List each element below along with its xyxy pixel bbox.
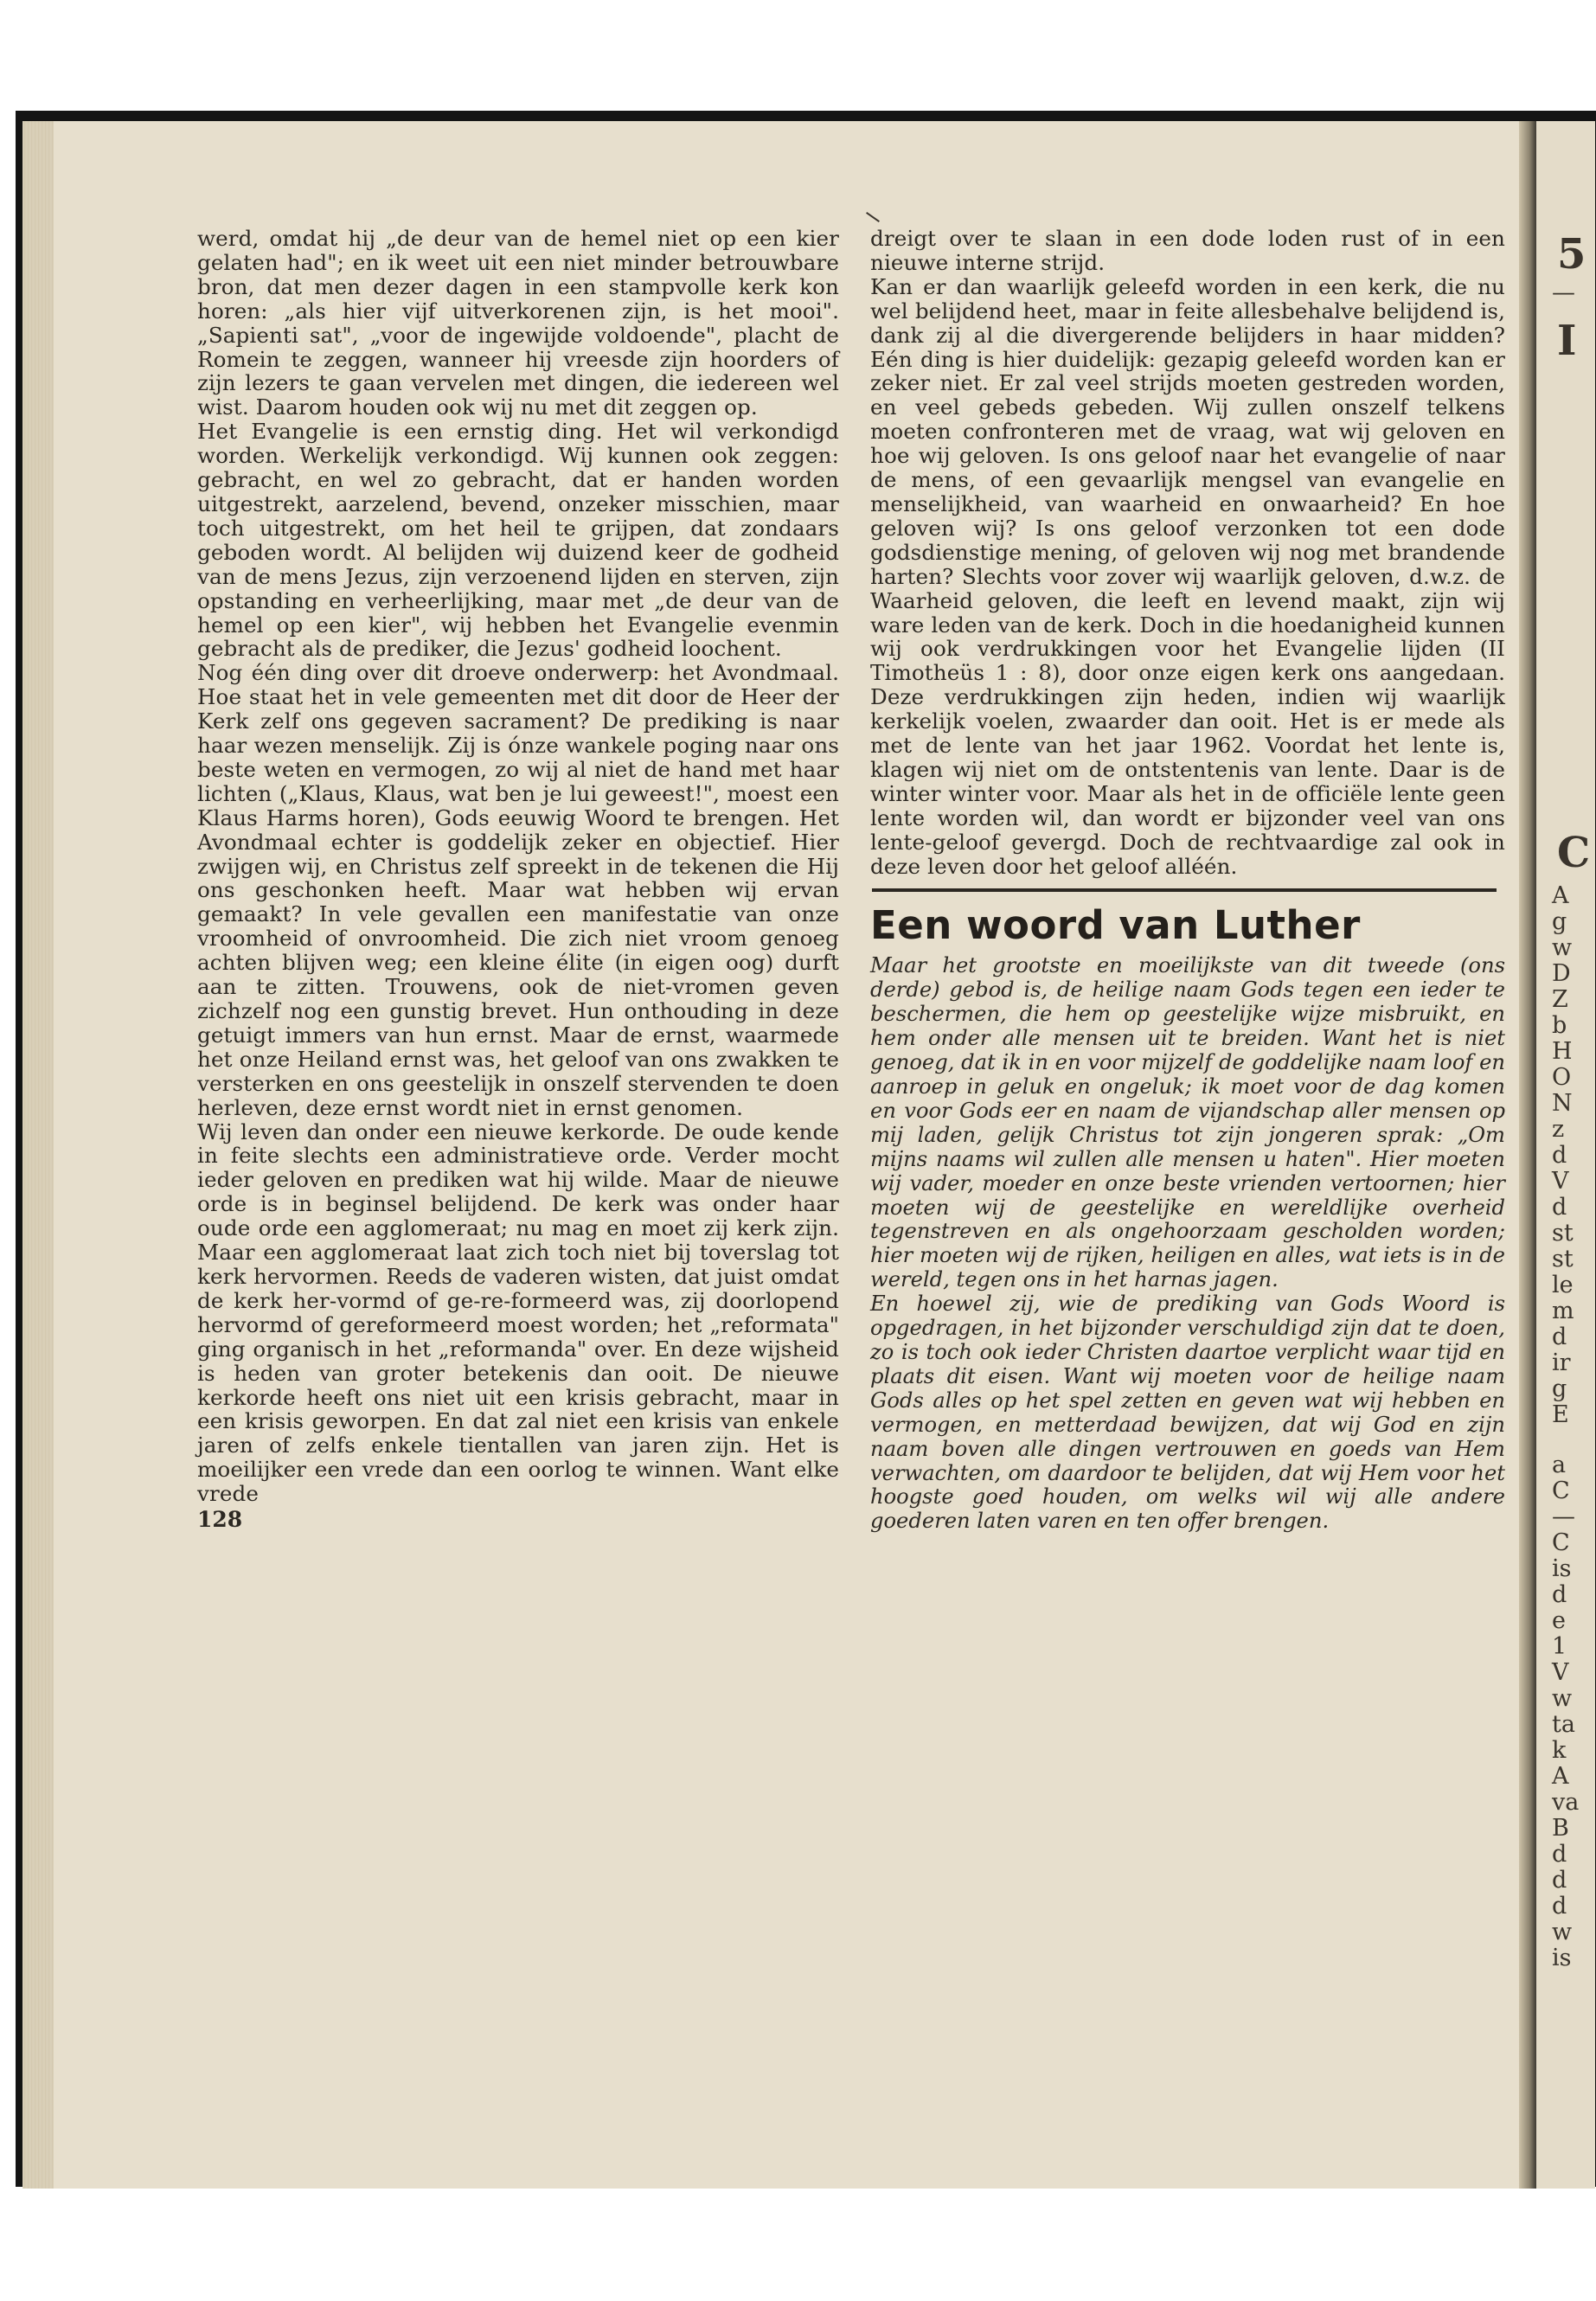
- adjacent-page-fragment: ir: [1552, 1349, 1571, 1376]
- adjacent-page-fragment: 5: [1557, 230, 1586, 279]
- adjacent-page-fragment: C: [1552, 1529, 1570, 1556]
- luther-quote-paragraph: En hoewel zij, wie de prediking van Gods Woord is opgedragen, in het bijzonder verschuldigd zijn dat te doen, zo is toch ook ieder Christen daartoe verplicht waar tijd en plaats dit eisen. Want wij moeten voor de heilige naam Gods alles op het spel zetten en geven wat wij hebben en vermogen, en metterdaad bewijzen, dat wij God en zijn naam boven alle dingen vertrouwen en goeds van Hem verwachten, om daardoor te belijden, dat wij Hem voor het hoogste goed houden, om welks wil wij alle andere goederen laten varen en ten offer brengen.: [870, 1292, 1505, 1534]
- adjacent-page-fragment: k: [1552, 1737, 1567, 1764]
- adjacent-page-fragment: —: [1552, 279, 1575, 306]
- article-heading: Een woord van Luther: [870, 902, 1361, 949]
- adjacent-page-fragment: st: [1552, 1220, 1574, 1247]
- adjacent-page-fragment: is: [1552, 1555, 1572, 1582]
- book-gutter: [1519, 121, 1536, 2189]
- adjacent-page-fragment: N: [1552, 1090, 1573, 1117]
- left-text-column: [197, 227, 839, 1532]
- body-paragraph: Wij leven dan onder een nieuwe kerkorde. De oude kende in feite slechts een administratieve orde. Verder mocht ieder geloven en prediken wat hij wilde. Maar de nieuwe orde is in beginsel belijdend. De kerk was onder haar oude orde een agglomeraat; nu mag en moet zij kerk zijn. Maar een agglomeraat laat zich toch niet bij toverslag tot kerk hervormen. Reeds de vaderen wisten, dat juist omdat de kerk her-vormd of ge-re-formeerd was, zij doorlopend hervormd of gereformeerd moest worden; het „reformata" ging organisch in het „reformanda" over. En deze wijsheid is heden van groter betekenis dan ooit. De nieuwe kerkorde heeft ons niet uit een krisis gebracht, maar in een krisis geworpen. En dat zal niet een krisis van enkele jaren of zelfs enkele tientallen van jaren zijn. Het is moeilijker een vrede dan een oorlog te winnen. Want elke vrede: [197, 1118, 839, 1507]
- adjacent-page-fragment: E: [1552, 1401, 1569, 1428]
- body-paragraph: werd, omdat hij „de deur van de hemel niet op een kier gelaten had"; en ik weet uit een niet minder betrouwbare bron, dat men dezer dagen in een stampvolle kerk kon horen: „als hier vijf uitverkorenen zijn, is het mooi". „Sapienti sat", „voor de ingewijde voldoende", placht de Romein te zeggen, wanneer hij vreesde zijn hoorders of zijn lezers te gaan vervelen met dingen, die iedereen wel wist. Daarom houden ook wij nu met dit zeggen op.: [197, 226, 839, 420]
- adjacent-page-fragment: V: [1552, 1659, 1569, 1686]
- luther-quote-paragraph: Maar het grootste en moeilijkste van dit tweede (ons derde) gebod is, de heilige naam Gods tegen een ieder te beschermen, die hem op geestelijke wijze misbruikt, en hem onder alle mensen uit te breiden. Want het is niet genoeg, dat ik in en voor mijzelf de goddelijke naam loof en aanroep in geluk en ongeluk; ik moet voor de dag komen en voor Gods eer en naam de vijandschap aller mensen op mij laden, gelijk Christus tot zijn jongeren sprak: „Om mijns naams wil zullen alle mensen u haten". Hier moeten wij vader, moeder en onze beste vrienden vertoornen; hier moeten wij de geestelijke en wereldlijke overheid tegenstreven en als ongehoorzaam gescholden worden; hier moeten wij de rijken, heiligen en alles, wat iets is in de wereld, tegen ons in het harnas jagen.: [870, 953, 1505, 1292]
- page-stack-edges: [22, 121, 54, 2189]
- adjacent-page-fragment: g: [1552, 908, 1567, 935]
- adjacent-page-fragment: b: [1552, 1012, 1567, 1039]
- body-paragraph: Kan er dan waarlijk geleefd worden in een kerk, die nu wel belijdend heet, maar in feite allesbehalve belijdend is, dank zij al die divergerende belijders in haar midden? Eén ding is hier duidelijk: gezapig geleefd worden kan er zeker niet. Er zal veel strijds moeten gestreden worden, en veel gebeds gebeden. Wij zullen onszelf telkens moeten confronteren met de vraag, wat wij geloven en hoe wij geloven. Is ons geloof naar het evangelie of naar de mens, of een gevaarlijk mengsel van evangelie en menselijkheid, van waarheid en onwaarheid? En hoe geloven wij? Is ons geloof verzonken tot een dode godsdienstige mening, of geloven wij nog met brandende harten? Slechts voor zover wij waarlijk geloven, d.w.z. de Waarheid geloven, die leeft en levend maakt, zijn wij ware leden van de kerk. Doch in die hoedanigheid kunnen wij ook verdrukkingen voor het Evangelie lijden (II Timotheüs 1 : 8), door onze eigen kerk ons aangedaan. Deze verdrukkingen zijn heden, indien wij waarlijk kerkelijk voelen, zwaarder dan ooit. Het is er mede als met de lente van het jaar 1962. Voordat het lente is, klagen wij niet om de ontstentenis van lente. Daar is de winter winter voor. Maar als het in de officiële lente geen lente worden wil, dan wordt er bijzonder veel van ons lente-geloof gevergd. Doch de rechtvaardige zal ook in deze leven door het geloof alléén.: [870, 273, 1505, 879]
- right-text-column: [870, 227, 1505, 1534]
- adjacent-page-fragment: d: [1552, 1841, 1567, 1868]
- adjacent-page-fragment: le: [1552, 1272, 1574, 1298]
- body-paragraph: dreigt over te slaan in een dode loden rust of in een nieuwe interne strijd.: [870, 226, 1505, 275]
- adjacent-page-edge: [1536, 121, 1595, 2189]
- adjacent-page-fragment: a: [1552, 1452, 1567, 1478]
- section-divider: [872, 888, 1497, 892]
- adjacent-page-fragment: A: [1552, 1763, 1569, 1790]
- adjacent-page-fragment: d: [1552, 1581, 1567, 1608]
- adjacent-page-fragment: d: [1552, 1893, 1567, 1920]
- adjacent-page-fragment: z: [1552, 1116, 1565, 1143]
- adjacent-page-fragment: —: [1552, 1503, 1575, 1530]
- adjacent-page-fragment: va: [1552, 1789, 1580, 1816]
- adjacent-page-fragment: H: [1552, 1038, 1573, 1065]
- adjacent-page-fragment: d: [1552, 1194, 1567, 1221]
- adjacent-page-fragment: ta: [1552, 1711, 1575, 1738]
- adjacent-page-fragment: w: [1552, 1685, 1573, 1712]
- body-paragraph: Het Evangelie is een ernstig ding. Het wil verkondigd worden. Werkelijk verkondigd. Wij kunnen ook zeggen: gebracht, en wel zo gebracht, dat er handen worden uitgestrekt, aarzelend, bevend, onzeker misschien, maar toch uitgestrekt, om het heil te grijpen, dat zondaars geboden wordt. Al belijden wij duizend keer de godheid van de mens Jezus, zijn verzoenend lijden en sterven, zijn opstanding en verheerlijking, maar met „de deur van de hemel op een kier", wij hebben het Evangelie evenmin gebracht als de prediker, die Jezus' godheid loochent.: [197, 419, 839, 662]
- adjacent-page-fragment: C: [1557, 829, 1591, 877]
- adjacent-page-fragment: d: [1552, 1867, 1567, 1894]
- adjacent-page-fragment: I: [1557, 317, 1577, 365]
- adjacent-page-fragment: is: [1552, 1945, 1572, 1971]
- adjacent-page-fragment: st: [1552, 1246, 1574, 1272]
- adjacent-page-fragment: D: [1552, 960, 1571, 987]
- adjacent-page-fragment: g: [1552, 1375, 1567, 1402]
- adjacent-page-fragment: 1: [1552, 1633, 1567, 1660]
- adjacent-page-fragment: e: [1552, 1607, 1566, 1634]
- page-number: 128: [197, 1507, 243, 1533]
- adjacent-page-fragment: B: [1552, 1815, 1569, 1842]
- adjacent-page-fragment: O: [1552, 1064, 1572, 1091]
- adjacent-page-fragment: C: [1552, 1477, 1570, 1504]
- adjacent-page-fragment: d: [1552, 1324, 1567, 1350]
- adjacent-page-fragment: d: [1552, 1142, 1567, 1169]
- adjacent-page-fragment: A: [1552, 882, 1569, 909]
- adjacent-page-fragment: w: [1552, 934, 1573, 961]
- body-paragraph: Nog één ding over dit droeve onderwerp: het Avondmaal. Hoe staat het in vele gemeenten met dit door de Heer der Kerk zelf ons gegeven sacrament? De prediking is naar haar wezen menselijk. Zij is ónze wankele poging naar ons beste weten en vermogen, zo wij al niet de hand met haar lichten („Klaus, Klaus, wat ben je lui geweest!", moest een Klaus Harms horen), Gods eeuwig Woord te brengen. Het Avondmaal echter is goddelijk zeker en objectief. Hier zwijgen wij, en Christus zelf spreekt in de tekenen die Hij ons geschonken heeft. Maar wat hebben wij ervan gemaakt? In vele gevallen een manifestatie van onze vroomheid of onvroomheid. Die zich niet vroom genoeg achten blijven weg; een kleine élite (in eigen oog) durft aan te zitten. Trouwens, ook de niet-vromen geven zichzelf nog een gunstig brevet. Hun onthouding in deze getuigt immers van hun ernst. Maar de ernst, waarmede het onze Heiland ernst was, het geloof van ons zwakken te versterken en ons geestelijk in onszelf stervenden te doen herleven, deze ernst wordt niet in ernst genomen.: [197, 660, 839, 1120]
- adjacent-page-fragment: w: [1552, 1919, 1573, 1945]
- adjacent-page-fragment: V: [1552, 1168, 1569, 1195]
- adjacent-page-fragment: Z: [1552, 986, 1568, 1013]
- adjacent-page-fragment: m: [1552, 1298, 1574, 1324]
